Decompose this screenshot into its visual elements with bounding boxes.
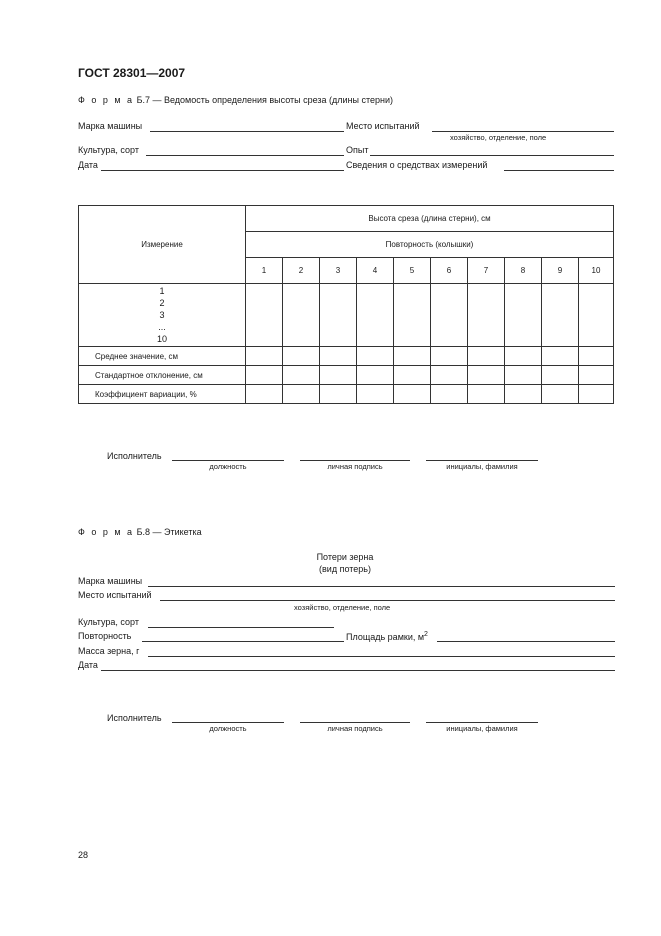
b8-machine-label: Марка машины: [78, 576, 143, 586]
table-cell[interactable]: [542, 366, 579, 385]
measure-numbers: [79, 284, 246, 347]
table-cell[interactable]: [579, 366, 614, 385]
repeat-number: 10: [579, 258, 614, 284]
table-cell[interactable]: [320, 366, 357, 385]
table-cell[interactable]: [579, 385, 614, 404]
b8-frame-area-line[interactable]: [437, 641, 615, 642]
repeat-number: 9: [542, 258, 579, 284]
table-cell[interactable]: [542, 284, 579, 347]
machine-label: Марка машины: [78, 121, 143, 131]
b8-frame-area-label: [346, 631, 428, 642]
table-cell[interactable]: [283, 284, 320, 347]
b8-place-hint: хозяйство, отделение, поле: [294, 603, 391, 612]
table-cell[interactable]: [246, 385, 283, 404]
b8-signature-hint: личная подпись: [327, 724, 383, 733]
signature-line[interactable]: [300, 460, 410, 461]
table-cell[interactable]: [468, 366, 505, 385]
repeat-number: 7: [468, 258, 505, 284]
b8-grain-mass-line[interactable]: [148, 656, 615, 657]
b8-crop-line[interactable]: [148, 627, 334, 628]
table-cell[interactable]: [357, 385, 394, 404]
page-number: 28: [78, 850, 89, 860]
place-label: Место испытаний: [346, 121, 420, 131]
table-cell[interactable]: [505, 347, 542, 366]
variation-row-label: Коэффициент вариации, %: [79, 385, 246, 404]
table-cell[interactable]: [431, 385, 468, 404]
measure-row-number: 2: [159, 298, 165, 308]
table-cell[interactable]: [505, 385, 542, 404]
table-cell[interactable]: [283, 347, 320, 366]
mean-row-label: Среднее значение, см: [79, 347, 246, 366]
label-subtitle: (вид потерь): [319, 564, 371, 574]
b8-place-line[interactable]: [160, 600, 615, 601]
signature-hint: личная подпись: [327, 462, 383, 471]
b8-machine-line[interactable]: [148, 586, 615, 587]
table-cell[interactable]: [394, 366, 431, 385]
table-cell[interactable]: [542, 347, 579, 366]
measure-row-number: 3: [159, 310, 165, 320]
table-cell[interactable]: [505, 284, 542, 347]
table-cell[interactable]: [468, 284, 505, 347]
form-b8-title-prefix: Ф о р м а: [78, 527, 135, 537]
table-cell[interactable]: [357, 284, 394, 347]
position-line[interactable]: [172, 460, 284, 461]
experiment-line[interactable]: [370, 155, 614, 156]
name-line[interactable]: [426, 460, 538, 461]
form-b8-title: [78, 527, 202, 537]
b8-date-label: Дата: [78, 660, 98, 670]
repeat-number: 2: [283, 258, 320, 284]
date-label: Дата: [78, 160, 98, 170]
b8-repeat-label: Повторность: [78, 631, 132, 641]
executor-label: Исполнитель: [107, 451, 162, 461]
table-cell[interactable]: [394, 284, 431, 347]
instruments-label: Сведения о средствах измерений: [346, 160, 488, 170]
b8-crop-label: Культура, сорт: [78, 617, 139, 627]
table-cell[interactable]: [320, 347, 357, 366]
table-cell[interactable]: [246, 366, 283, 385]
form-b7-title-prefix: Ф о р м а: [78, 95, 135, 105]
table-cell[interactable]: [320, 284, 357, 347]
position-hint: должность: [209, 462, 247, 471]
machine-line[interactable]: [150, 131, 344, 132]
b8-name-line[interactable]: [426, 722, 538, 723]
form-b7-title-text: Б.7 — Ведомость определения высоты среза (длины стерни): [136, 95, 394, 105]
stddev-row-label: Стандартное отклонение, см: [79, 366, 246, 385]
repeat-number: 5: [394, 258, 431, 284]
crop-label: Культура, сорт: [78, 145, 139, 155]
measure-row-number: 10: [156, 334, 167, 344]
b8-place-label: Место испытаний: [78, 590, 152, 600]
repeat-number: 6: [431, 258, 468, 284]
name-hint: инициалы, фамилия: [446, 462, 518, 471]
b8-executor-label: Исполнитель: [107, 713, 162, 723]
table-cell[interactable]: [431, 284, 468, 347]
b8-name-hint: инициалы, фамилия: [446, 724, 518, 733]
standard-header: ГОСТ 28301—2007: [78, 66, 186, 80]
b8-position-line[interactable]: [172, 722, 284, 723]
b8-signature-line[interactable]: [300, 722, 410, 723]
b8-date-line[interactable]: [101, 670, 615, 671]
table-cell[interactable]: [394, 385, 431, 404]
place-line[interactable]: [432, 131, 614, 132]
height-table: [78, 205, 614, 404]
form-b8-title-text: Б.8 — Этикетка: [136, 527, 202, 537]
date-line[interactable]: [101, 170, 344, 171]
table-cell[interactable]: [283, 385, 320, 404]
repeat-number: 8: [505, 258, 542, 284]
table-cell[interactable]: [357, 347, 394, 366]
crop-line[interactable]: [146, 155, 344, 156]
table-cell[interactable]: [431, 366, 468, 385]
measure-row-number: 1: [159, 286, 165, 296]
col-repeat-header: Повторность (колышки): [246, 232, 614, 258]
table-cell[interactable]: [579, 284, 614, 347]
place-hint: хозяйство, отделение, поле: [450, 133, 547, 142]
table-cell[interactable]: [246, 347, 283, 366]
table-cell[interactable]: [246, 284, 283, 347]
repeat-number: 3: [320, 258, 357, 284]
table-cell[interactable]: [579, 347, 614, 366]
repeat-number: 4: [357, 258, 394, 284]
col-height-header: Высота среза (длина стерни), см: [246, 206, 614, 232]
table-cell[interactable]: [468, 385, 505, 404]
b8-repeat-line[interactable]: [142, 641, 344, 642]
table-cell[interactable]: [468, 347, 505, 366]
measure-row-number: ...: [158, 322, 166, 332]
table-cell[interactable]: [357, 366, 394, 385]
form-b7-title: [78, 95, 393, 105]
b8-position-hint: должность: [209, 724, 247, 733]
table-cell[interactable]: [542, 385, 579, 404]
repeat-number: 1: [246, 258, 283, 284]
table-cell[interactable]: [431, 347, 468, 366]
frame-area-sup: 2: [424, 631, 428, 638]
b8-grain-mass-label: Масса зерна, г: [78, 646, 140, 656]
frame-area-text: Площадь рамки, м: [346, 632, 425, 642]
experiment-label: Опыт: [346, 145, 369, 155]
col-measure-header: Измерение: [79, 206, 246, 284]
table-cell[interactable]: [505, 366, 542, 385]
instruments-line[interactable]: [504, 170, 614, 171]
label-title: Потери зерна: [316, 552, 374, 562]
table-cell[interactable]: [394, 347, 431, 366]
table-cell[interactable]: [320, 385, 357, 404]
table-cell[interactable]: [283, 366, 320, 385]
